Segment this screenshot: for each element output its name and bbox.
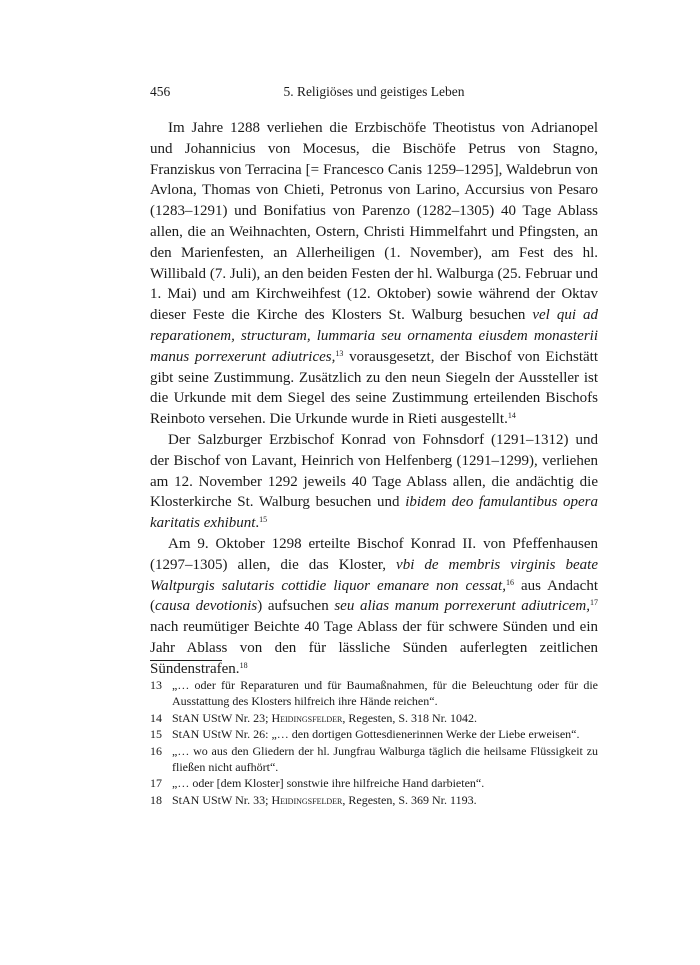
author-name: Heidingsfelder <box>271 710 343 725</box>
footnote-13 <box>150 677 598 710</box>
paragraph-3-text-d: nach reumütiger Beichte 40 Tage Ablass der für schwere Sünden und ein Jahr Ablass von den für lässliche Sünden auferlegten zeitlichen Sündenstrafen. <box>150 619 598 677</box>
latin-quote: vbi de membris virginis beate Waltpurgis salutaris cottidie liquor emanare non cessat, <box>150 556 598 594</box>
paragraph-2 <box>150 430 598 534</box>
footnote-text: „… oder [dem Kloster] sonstwie ihre hilfreiche Hand darbieten“. <box>172 776 485 791</box>
paragraph-1-text-cont: vorausgesetzt, der Bischof von Eichstätt gibt seine Zustimmung. Zusätzlich zu den neun Siegeln der Aussteller ist die Urkunde mit dem Siegel des seine Zustimmung erteilenden Bischofs Reinboto versehen. Die Urkunde wurde in Rieti ausgestellt. <box>150 348 599 428</box>
footnote-ref-18[interactable]: 18 <box>239 660 248 670</box>
body-text <box>150 118 598 680</box>
footnote-text: StAN UStW Nr. 23; <box>172 710 272 725</box>
paragraph-3-text-c: ) aufsuchen <box>257 598 335 615</box>
footnotes <box>150 677 598 808</box>
footnote-ref-17[interactable]: 17 <box>590 598 598 608</box>
footnote-18 <box>150 792 598 808</box>
paragraph-2-punct: . <box>255 515 260 532</box>
footnote-16 <box>150 743 598 776</box>
footnote-text-cont: , Regesten, S. 318 Nr. 1042. <box>342 710 478 725</box>
footnote-15 <box>150 726 598 742</box>
latin-quote: vel qui ad reparationem, structuram, lummaria seu ornamenta eiusdem monasterii manus porrexerunt adiutrices, <box>150 307 598 365</box>
footnote-14 <box>150 710 598 726</box>
paragraph-2-text: Der Salzburger Erzbischof Konrad von Fohnsdorf (1291–1312) und der Bischof von Lavant, Heinrich von Helfenberg (1291–1299), verliehen am 12. November 1292 jeweils 40 Tage Ablass allen, die andächtig die Klosterkirche St. Walburg besuchen und <box>150 431 598 511</box>
paragraph-3-text-b: aus Andacht ( <box>150 577 599 615</box>
footnote-ref-15[interactable]: 15 <box>259 515 268 525</box>
footnote-text: „… wo aus den Gliedern der hl. Jungfrau Walburga täglich die heilsame Flüssigkeit zu fließen nicht aufhört“. <box>172 743 598 775</box>
page-header <box>150 84 598 104</box>
latin-quote: ibidem deo famulantibus opera karitatis exhibunt <box>150 494 598 532</box>
footnote-number: 15 <box>150 727 162 742</box>
footnote-text-cont: , Regesten, S. 369 Nr. 1193. <box>342 792 477 807</box>
footnote-separator <box>150 660 222 661</box>
footnote-number: 13 <box>150 678 162 692</box>
paragraph-3-text: Am 9. Oktober 1298 erteilte Bischof Konrad II. von Pfeffenhausen (1297–1305) allen, die das Kloster, <box>150 535 598 573</box>
footnote-text: StAN UStW Nr. 33; <box>172 792 272 807</box>
footnote-ref-13[interactable]: 13 <box>335 348 344 358</box>
paragraph-1 <box>150 118 598 430</box>
paragraph-3 <box>150 534 598 680</box>
footnote-text: „… oder für Reparaturen und für Baumaßnahmen, für die Beleuchtung oder für die Ausstattung des Klosters hilfreich ihre Hände reichen“. <box>172 678 598 709</box>
running-head: 5. Religiöses und geistiges Leben <box>283 84 465 99</box>
paragraph-1-text: Im Jahre 1288 verliehen die Erzbischöfe Theotistus von Adrianopel und Johannicius von Mocesus, die Bischöfe Petrus von Stagno, Franziskus von Terracina [= Francesco Canis 1259–1295], Waldebrun von Avlona, Thomas von Chieti, Petronus von Larino, Accursius von Pesaro (1283–1291) und Bonifatius von Parenzo (1282–1305) 40 Tage Ablass allen, die an Weihnachten, Ostern, Christi Himmelfahrt und Pfingsten, an den Marienfesten, an Allerheiligen (1. November), am Fest des hl. Willibald (7. Juli), an den beiden Festen der hl. Walburga (25. Februar und 1. Mai) und am Kirchweihfest (12. Oktober) sowie während der Oktav dieser Feste die Kirche des Klosters St. Walburg besuchen <box>150 120 598 324</box>
author-name: Heidingsfelder <box>271 792 343 807</box>
footnote-number: 18 <box>150 792 162 807</box>
page-number: 456 <box>150 84 171 99</box>
footnote-number: 16 <box>150 743 162 758</box>
latin-term: causa devotionis <box>155 598 258 615</box>
latin-quote: seu alias manum porrexerunt adiutricem, <box>334 598 590 615</box>
footnote-number: 17 <box>150 776 162 791</box>
footnote-ref-16[interactable]: 16 <box>505 577 514 587</box>
footnote-ref-14[interactable]: 14 <box>507 411 516 421</box>
footnote-number: 14 <box>150 710 162 725</box>
footnote-17 <box>150 775 598 791</box>
footnote-text: StAN UStW Nr. 26: „… den dortigen Gottesdienerinnen Werke der Liebe erweisen“. <box>172 727 580 742</box>
